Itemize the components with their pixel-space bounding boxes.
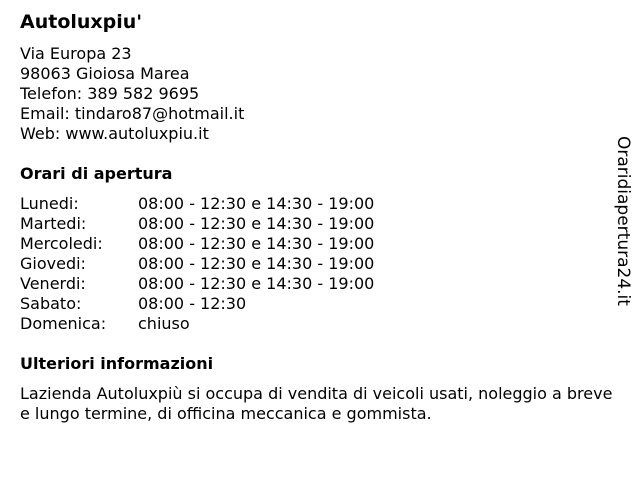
- hours-row-saturday: [20, 294, 374, 314]
- address-city: 98063 Gioiosa Marea: [20, 64, 190, 83]
- day-label: Lunedi:: [20, 194, 79, 213]
- day-label: Mercoledi:: [20, 234, 103, 253]
- day-label: Sabato:: [20, 294, 82, 313]
- day-label: Venerdi:: [20, 274, 86, 293]
- hours-row-wednesday: [20, 234, 374, 254]
- hours-row-monday: [20, 194, 374, 214]
- day-label: Giovedi:: [20, 254, 86, 273]
- address-street: Via Europa 23: [20, 44, 132, 63]
- hours-row-thursday: [20, 254, 374, 274]
- time-value: 08:00 - 12:30 e 14:30 - 19:00: [138, 274, 375, 293]
- hours-row-friday: [20, 274, 374, 294]
- day-label: Domenica:: [20, 314, 107, 333]
- time-value: 08:00 - 12:30 e 14:30 - 19:00: [138, 214, 375, 233]
- time-value: 08:00 - 12:30 e 14:30 - 19:00: [138, 254, 375, 273]
- opening-hours-heading: Orari di apertura: [20, 164, 173, 183]
- email-line: Email: tindaro87@hotmail.it: [20, 104, 245, 123]
- more-info-heading: Ulteriori informazioni: [20, 354, 214, 373]
- time-value: 08:00 - 12:30: [138, 294, 247, 313]
- web-line: Web: www.autoluxpiu.it: [20, 124, 209, 143]
- contact-block: [20, 44, 244, 144]
- day-label: Martedi:: [20, 214, 87, 233]
- site-watermark: Oraridiapertura24.it: [613, 136, 633, 306]
- business-name: Autoluxpiu': [20, 11, 143, 33]
- phone-line: Telefon: 389 582 9695: [20, 84, 200, 103]
- time-value: 08:00 - 12:30 e 14:30 - 19:00: [138, 194, 375, 213]
- opening-hours-table: [20, 194, 374, 334]
- time-value: 08:00 - 12:30 e 14:30 - 19:00: [138, 234, 375, 253]
- hours-row-sunday: [20, 314, 374, 334]
- more-info-text: Lazienda Autoluxpiù si occupa di vendita di veicoli usati, noleggio a breve e lungo termine, di officina meccanica e gommista.: [20, 384, 613, 423]
- time-value: chiuso: [138, 314, 190, 333]
- hours-row-tuesday: [20, 214, 374, 234]
